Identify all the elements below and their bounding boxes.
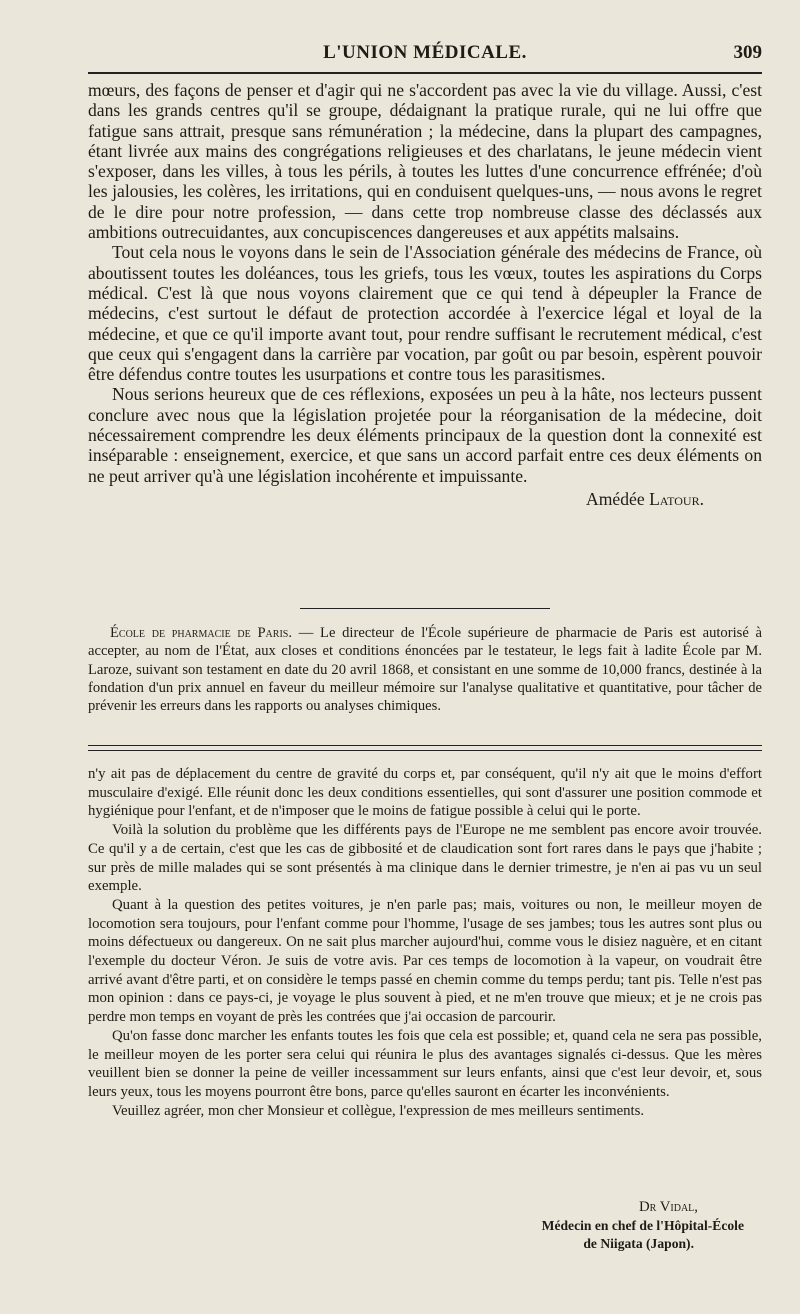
article-paragraph: Tout cela nous le voyons dans le sein de l'Association générale des médecins de France, où aboutissent toutes les doléances, tous les griefs, tous les vœux, toutes les aspirations du Corps médical. C'est là que nous voyons clairement que ce qui tend à dépeupler la France de médecins, c'est surtout le défaut de protection accordée à l'exercice légal et loyal de la médecine, et que ce qu'il importe avant tout, pour rendre suffisant le recrutement médical, c'est que ceux qui s'engagent dans la carrière par vocation, par goût ou par besoin, espèrent pouvoir être défendus contre toutes les usurpations et contre tous les parasitismes. xyxy=(88,242,762,385)
article-paragraph: mœurs, des façons de penser et d'agir qui ne s'accordent pas avec la vie du village. Aussi, c'est dans les grands centres qu'il se groupe, dédaignant la pratique rurale, qui ne lui offre que fatigue sans attrait, presque sans rémunération ; la médecine, dans la plupart des campagnes, étant livrée aux mains des congrégations religieuses et des charlatans, le jeune médecin vient s'exposer, dans les villes, à tous les périls, à toutes les luttes d'une concurrence effrénée; d'où les jalousies, les colères, les irritations, qui en conduisent quelques-uns, — nous avons le regret de le dire pour notre profession, — dans cette trop nombreuse classe des déclassés aux ambitions outrecuidantes, aux concupiscences dangereuses et aux appétits malsains. xyxy=(88,80,762,243)
section-divider xyxy=(300,608,550,609)
letter-body xyxy=(88,765,762,1120)
signature-name: Dr Vidal, xyxy=(638,1199,698,1215)
signature-role: Médecin en chef de l'Hôpital-École xyxy=(541,1217,744,1233)
double-rule-divider xyxy=(88,745,762,751)
letter-paragraph: Qu'on fasse donc marcher les enfants toutes les fois que cela est possible; et, quand cela ne sera pas possible, le meilleur moyen de les porter sera celui qui réunira le plus des avantages signalés ci-dessus. Que les mères veuillent bien se donner la peine de veiller incessamment sur leurs enfants, ainsi que c'est leur devoir, et, sous leurs yeux, tous les moyens pourront être bons, parce qu'elles sauront en écarter les inconvénients. xyxy=(88,1027,762,1100)
letter-paragraph: n'y ait pas de déplacement du centre de gravité du corps et, par conséquent, qu'il n'y ait que le moins d'effort musculaire d'exigé. Elle réunit donc les deux conditions essentielles, qui sont d'assurer une position commode et hygiénique pour l'enfant, et de n'imposer que le moins de fatigue possible à celui qui le porte. xyxy=(88,766,762,820)
notice-text: — Le directeur de l'École supérieure de pharmacie de Paris est autorisé à accepter, au nom de l'État, aux closes et conditions énoncées par le testateur, le legs fait à ladite École par M. Laroze, suivant son testament en date du 20 avril 1868, et consistant en une somme de 10,000 francs, destinée à la fondation d'un prix annuel en faveur du meilleur mémoire sur l'analyse qualitative et quantitative, pour tâcher de prévenir les erreurs dans les rapports ou analyses chimiques. xyxy=(88,625,762,715)
letter-paragraph: Quant à la question des petites voitures, je n'en parle pas; mais, voitures ou non, le meilleur moyen de locomotion sera toujours, pour l'enfant comme pour l'homme, l'usage de ses jambes; tous les autres sont plus ou moins défectueux ou dangereux. On ne sait plus marcher aujourd'hui, comme vous le disiez naguère, et en citant l'exemple du docteur Véron. Je suis de votre avis. Par ces temps de locomotion à la vapeur, on voudrait être arrivé avant d'être parti, et on considère le temps passé en chemin comme du temps perdu; tant pis. Telle n'est pas mon opinion : dans ce pays-ci, je voyage le plus souvent à pied, et ne m'en trouve que mieux; et je ne crois pas perdre mon temps en voyant de près les contrées que j'ai occasion de parcourir. xyxy=(88,896,762,1026)
journal-title: L'UNION MÉDICALE. xyxy=(323,42,527,63)
notice-heading: École de pharmacie de Paris. xyxy=(110,625,292,641)
article-signature xyxy=(88,488,762,510)
article-body xyxy=(88,80,762,510)
letter-paragraph: Voilà la solution du problème que les différents pays de l'Europe ne me semblent pas encore avoir trouvée. Ce qu'il y a de certain, c'est que les cas de gibbosité et de claudication sont fort rares dans le pays que j'habite ; sur près de mille malades qui se sont présentés à ma clinique dans le dernier trimestre, je n'en ai pas vu un seul exemple. xyxy=(88,822,762,895)
letter-closing: Veuillez agréer, mon cher Monsieur et collègue, l'expression de mes meilleurs sentiments. xyxy=(112,1102,645,1119)
page-number: 309 xyxy=(733,42,762,63)
signature-first-name: Amédée xyxy=(586,488,645,509)
pharmacy-notice xyxy=(88,624,762,715)
letter-signature xyxy=(88,1198,762,1254)
page-header xyxy=(88,40,762,74)
signature-last-name: Latour. xyxy=(649,488,704,509)
signature-place: de Niigata (Japon). xyxy=(583,1236,694,1252)
article-paragraph: Nous serions heureux que de ces réflexions, exposées un peu à la hâte, nos lecteurs pussent conclure avec nous que la législation projetée pour la réorganisation de la médecine, doit nécessairement comprendre les deux éléments principaux de la question dont la connexité est inséparable : enseignement, exercice, et que sans un accord parfait entre ces deux éléments on ne peut arriver qu'à une législation incohérente et impuissante. xyxy=(88,384,762,486)
